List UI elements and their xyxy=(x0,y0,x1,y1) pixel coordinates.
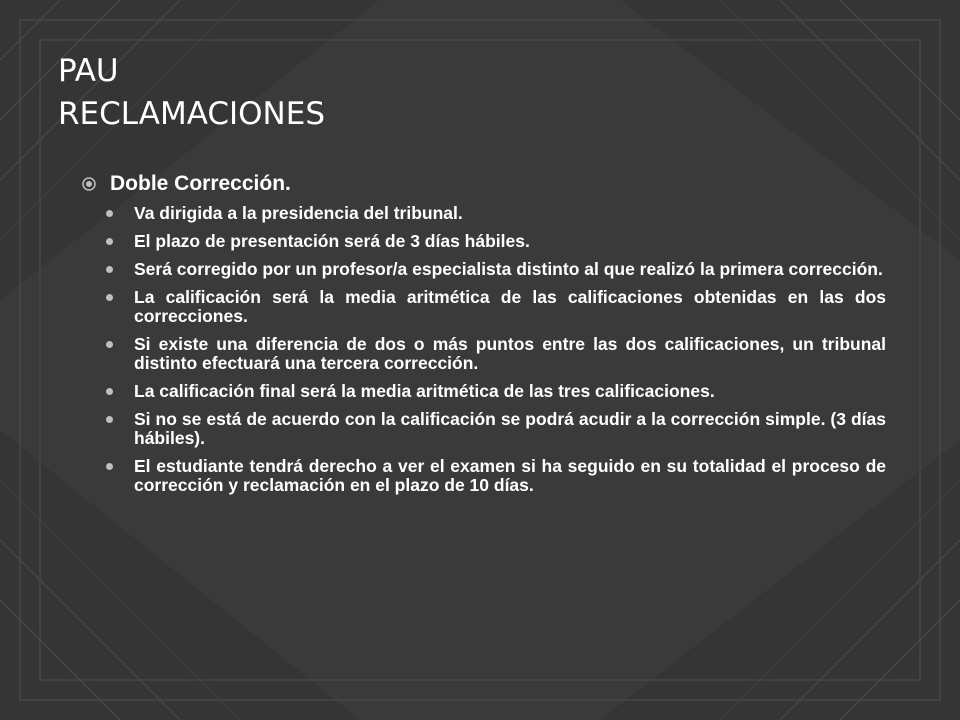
list-item-text: El plazo de presentación será de 3 días hábiles. xyxy=(134,231,530,251)
dot-bullet-icon xyxy=(106,341,113,348)
list-item xyxy=(82,232,886,251)
dot-bullet-icon xyxy=(106,388,113,395)
list-item-text: El estudiante tendrá derecho a ver el examen si ha seguido en su totalidad el proceso de corrección y reclamación en el plazo de 10 días. xyxy=(134,456,886,495)
list-item xyxy=(82,260,886,279)
title-line-2: RECLAMACIONES xyxy=(58,96,326,132)
dot-bullet-icon xyxy=(106,463,113,470)
list-item-text: Si existe una diferencia de dos o más puntos entre las dos calificaciones, un tribunal distinto efectuará una tercera corrección. xyxy=(134,334,886,373)
list-item-text: Será corregido por un profesor/a especialista distinto al que realizó la primera corrección. xyxy=(134,259,883,279)
slide-title xyxy=(58,50,918,136)
list-item xyxy=(82,335,886,373)
dot-bullet-icon xyxy=(106,210,113,217)
dot-bullet-icon xyxy=(106,416,113,423)
list-item xyxy=(82,382,886,401)
main-heading-text: Doble Corrección. xyxy=(110,172,291,195)
list-item-text: Si no se está de acuerdo con la calificación se podrá acudir a la corrección simple. (3 días hábiles). xyxy=(134,409,886,448)
circle-dot-bullet-icon xyxy=(82,177,96,191)
list-item-text: La calificación final será la media aritmética de las tres calificaciones. xyxy=(134,381,715,401)
list-item xyxy=(82,410,886,448)
title-line-1: PAU xyxy=(58,53,119,89)
list-item xyxy=(82,457,886,495)
list-item xyxy=(82,288,886,326)
list-item-text: La calificación será la media aritmética de las calificaciones obtenidas en las dos correcciones. xyxy=(134,287,886,326)
list-item xyxy=(82,204,886,223)
dot-bullet-icon xyxy=(106,266,113,273)
dot-bullet-icon xyxy=(106,294,113,301)
dot-bullet-icon xyxy=(106,238,113,245)
main-heading-item xyxy=(82,170,886,198)
list-item-text: Va dirigida a la presidencia del tribunal. xyxy=(134,203,463,223)
content-body xyxy=(82,170,886,504)
sub-bullet-list xyxy=(82,204,886,495)
